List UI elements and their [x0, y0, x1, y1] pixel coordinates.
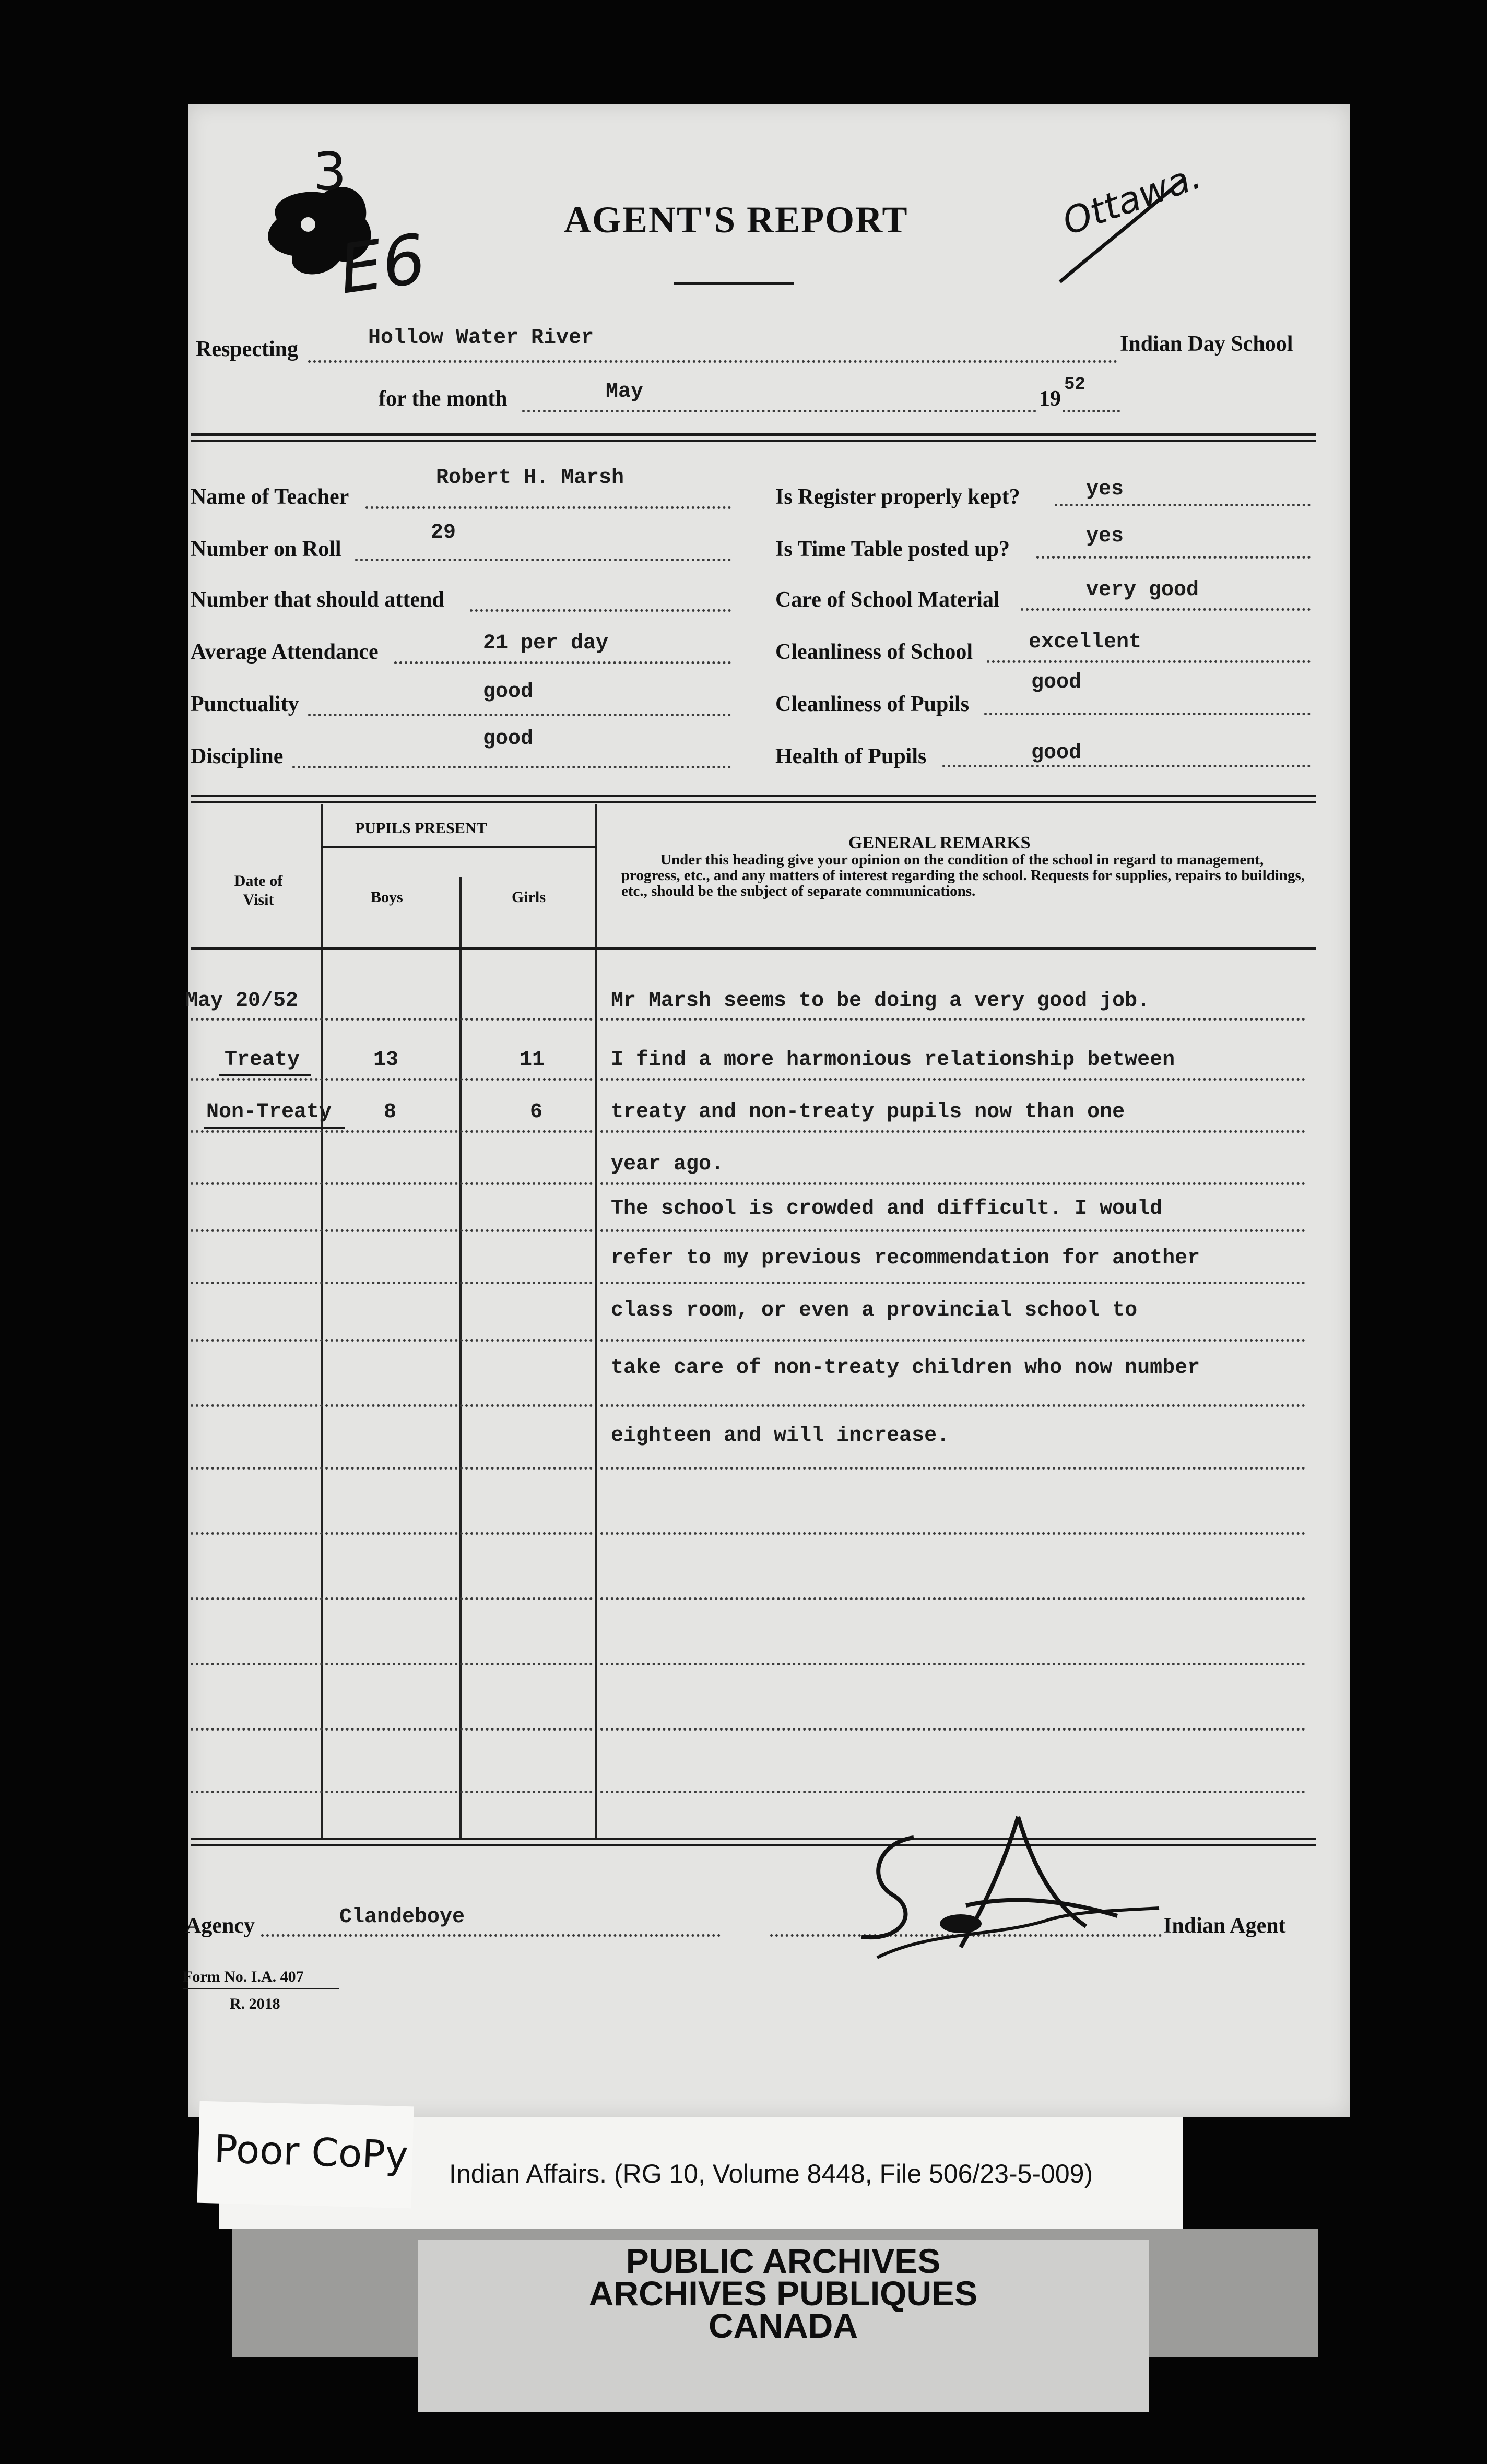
table-left-ruled-line [191, 1532, 593, 1535]
should-attend-label: Number that should attend [191, 588, 444, 612]
table-left-ruled-line [191, 1078, 593, 1081]
table-left-ruled-line [191, 1728, 593, 1731]
handwritten-file-number: E6 [334, 219, 431, 310]
year-value: 52 [1064, 375, 1085, 395]
general-remarks-instructions: Under this heading give your opinion on the condition of the school in regard to management, progress, etc., and any matters of interest regarding the school. Requests for supplies, repairs to buildings, etc., should be the subject of separate communications. [621, 851, 1305, 899]
agency-value: Clandeboye [339, 1905, 465, 1929]
table-remarks-ruled-line [600, 1467, 1305, 1470]
table-remarks-ruled-line [600, 1229, 1305, 1232]
punctuality-line [308, 714, 731, 716]
treaty-label: Treaty [225, 1048, 300, 1072]
table-remarks-ruled-line [600, 1663, 1305, 1665]
table-left-ruled-line [191, 1339, 593, 1342]
handwritten-destination: Ottawa. [1057, 154, 1207, 244]
table-remarks-ruled-line [600, 1078, 1305, 1081]
should-attend-line [470, 609, 731, 612]
poor-copy-text: Poor CoPy [213, 2126, 409, 2178]
agent-signature [846, 1806, 1201, 1973]
general-remarks-heading: GENERAL REMARKS [848, 833, 1031, 852]
year-prefix: 19 [1039, 387, 1061, 411]
table-col-divider-remarks [595, 804, 597, 1838]
non-treaty-underline [204, 1127, 345, 1129]
table-header-bottom-rule [191, 947, 1316, 950]
register-kept-line [1055, 504, 1311, 506]
discipline-line [292, 766, 731, 768]
time-table-label: Is Time Table posted up? [775, 537, 1010, 561]
table-left-ruled-line [191, 1182, 593, 1185]
archive-line-3: CANADA [709, 2306, 858, 2345]
remark-line-8: take care of non-treaty children who now number [611, 1356, 1200, 1380]
teacher-name-line [365, 506, 731, 509]
pupils-present-heading: PUPILS PRESENT [355, 820, 487, 837]
discipline-label: Discipline [191, 744, 284, 768]
title-underline [674, 282, 794, 285]
teacher-name-label: Name of Teacher [191, 485, 349, 509]
average-attendance-value: 21 per day [483, 632, 609, 655]
table-left-ruled-line [191, 1597, 593, 1600]
register-kept-label: Is Register properly kept? [775, 485, 1020, 509]
respecting-line [308, 360, 1117, 363]
remark-line-3: treaty and non-treaty pupils now than one [611, 1100, 1125, 1124]
form-revision: R. 2018 [230, 1995, 280, 2012]
archive-line-2: ARCHIVES PUBLIQUES [588, 2274, 978, 2313]
table-left-ruled-line [191, 1791, 593, 1793]
school-type-label: Indian Day School [1120, 332, 1293, 356]
remark-line-9: eighteen and will increase. [611, 1424, 950, 1448]
table-remarks-ruled-line [600, 1791, 1305, 1793]
table-remarks-ruled-line [600, 1728, 1305, 1731]
school-cleanliness-line [987, 660, 1311, 663]
table-left-ruled-line [191, 1130, 593, 1133]
non-treaty-boys-value: 8 [384, 1100, 397, 1124]
form-number-underline [183, 1988, 339, 1989]
table-left-ruled-line [191, 1404, 593, 1407]
year-line [1063, 410, 1120, 412]
handwritten-scribble [1055, 172, 1190, 287]
teacher-name-value: Robert H. Marsh [436, 466, 624, 490]
remark-line-7: class room, or even a provincial school to [611, 1299, 1138, 1322]
month-value: May [606, 380, 644, 404]
visit-date-value: May 20/52 [185, 989, 299, 1013]
remark-line-5: The school is crowded and difficult. I would [611, 1197, 1163, 1221]
school-name-value: Hollow Water River [368, 326, 594, 350]
table-left-ruled-line [191, 1282, 593, 1284]
punctuality-value: good [483, 680, 534, 704]
header-divider-2 [191, 440, 1316, 442]
table-remarks-ruled-line [600, 1597, 1305, 1600]
table-remarks-ruled-line [600, 1404, 1305, 1407]
page-title: AGENT'S REPORT [564, 199, 908, 241]
table-remarks-ruled-line [600, 1130, 1305, 1133]
month-line [522, 410, 1036, 412]
treaty-underline [219, 1074, 311, 1076]
table-remarks-ruled-line [600, 1282, 1305, 1284]
discipline-value: good [483, 727, 534, 751]
table-remarks-ruled-line [600, 1182, 1305, 1185]
pupil-health-label: Health of Pupils [775, 744, 927, 768]
treaty-boys-value: 13 [373, 1048, 399, 1072]
time-table-value: yes [1086, 525, 1124, 548]
remark-line-1: Mr Marsh seems to be doing a very good job. [611, 989, 1150, 1013]
archive-line-1: PUBLIC ARCHIVES [626, 2242, 941, 2280]
pupil-health-value: good [1031, 741, 1082, 765]
school-material-line [1021, 608, 1311, 611]
pupils-present-underline [321, 846, 597, 848]
pupil-cleanliness-value: good [1031, 671, 1082, 694]
average-attendance-line [394, 661, 731, 664]
table-top-rule [191, 795, 1316, 797]
pupil-health-line [942, 765, 1311, 767]
school-cleanliness-value: excellent [1029, 631, 1142, 654]
table-col-divider-date [321, 804, 323, 1838]
punctuality-label: Punctuality [191, 692, 299, 716]
table-remarks-ruled-line [600, 1339, 1305, 1342]
time-table-line [1036, 556, 1311, 559]
respecting-label: Respecting [196, 337, 298, 361]
non-treaty-label: Non-Treaty [206, 1100, 332, 1124]
boys-heading: Boys [371, 889, 403, 906]
table-left-ruled-line [191, 1018, 593, 1021]
archive-reference: Indian Affairs. (RG 10, Volume 8448, File 506/23-5-009) [449, 2159, 1093, 2188]
pupil-cleanliness-label: Cleanliness of Pupils [775, 692, 970, 716]
header-divider [191, 433, 1316, 436]
remark-line-2: I find a more harmonious relationship between [611, 1048, 1175, 1072]
table-left-ruled-line [191, 1229, 593, 1232]
number-on-roll-label: Number on Roll [191, 537, 341, 561]
table-remarks-ruled-line [600, 1018, 1305, 1021]
table-top-rule-2 [191, 801, 1316, 803]
average-attendance-label: Average Attendance [191, 640, 379, 664]
school-cleanliness-label: Cleanliness of School [775, 640, 973, 664]
agency-line [261, 1934, 721, 1937]
remark-line-4: year ago. [611, 1153, 724, 1176]
table-remarks-ruled-line [600, 1532, 1305, 1535]
school-material-label: Care of School Material [775, 588, 1000, 612]
table-col-divider-boys-girls [459, 877, 462, 1838]
corner-pencil-mark: 3 [313, 141, 347, 202]
form-number: Form No. I.A. 407 [183, 1968, 304, 1985]
month-label: for the month [379, 387, 508, 411]
girls-heading: Girls [512, 889, 546, 906]
number-on-roll-line [355, 559, 731, 561]
date-of-visit-heading: Date of Visit [234, 872, 283, 908]
remark-line-6: refer to my previous recommendation for another [611, 1247, 1200, 1270]
school-material-value: very good [1086, 578, 1199, 602]
table-left-ruled-line [191, 1467, 593, 1470]
pupil-cleanliness-line [984, 713, 1311, 715]
register-kept-value: yes [1086, 478, 1124, 501]
non-treaty-girls-value: 6 [530, 1100, 543, 1124]
treaty-girls-value: 11 [520, 1048, 545, 1072]
number-on-roll-value: 29 [431, 521, 456, 544]
agency-label: Agency [185, 1914, 255, 1938]
table-left-ruled-line [191, 1663, 593, 1665]
indian-agent-label: Indian Agent [1163, 1914, 1286, 1938]
